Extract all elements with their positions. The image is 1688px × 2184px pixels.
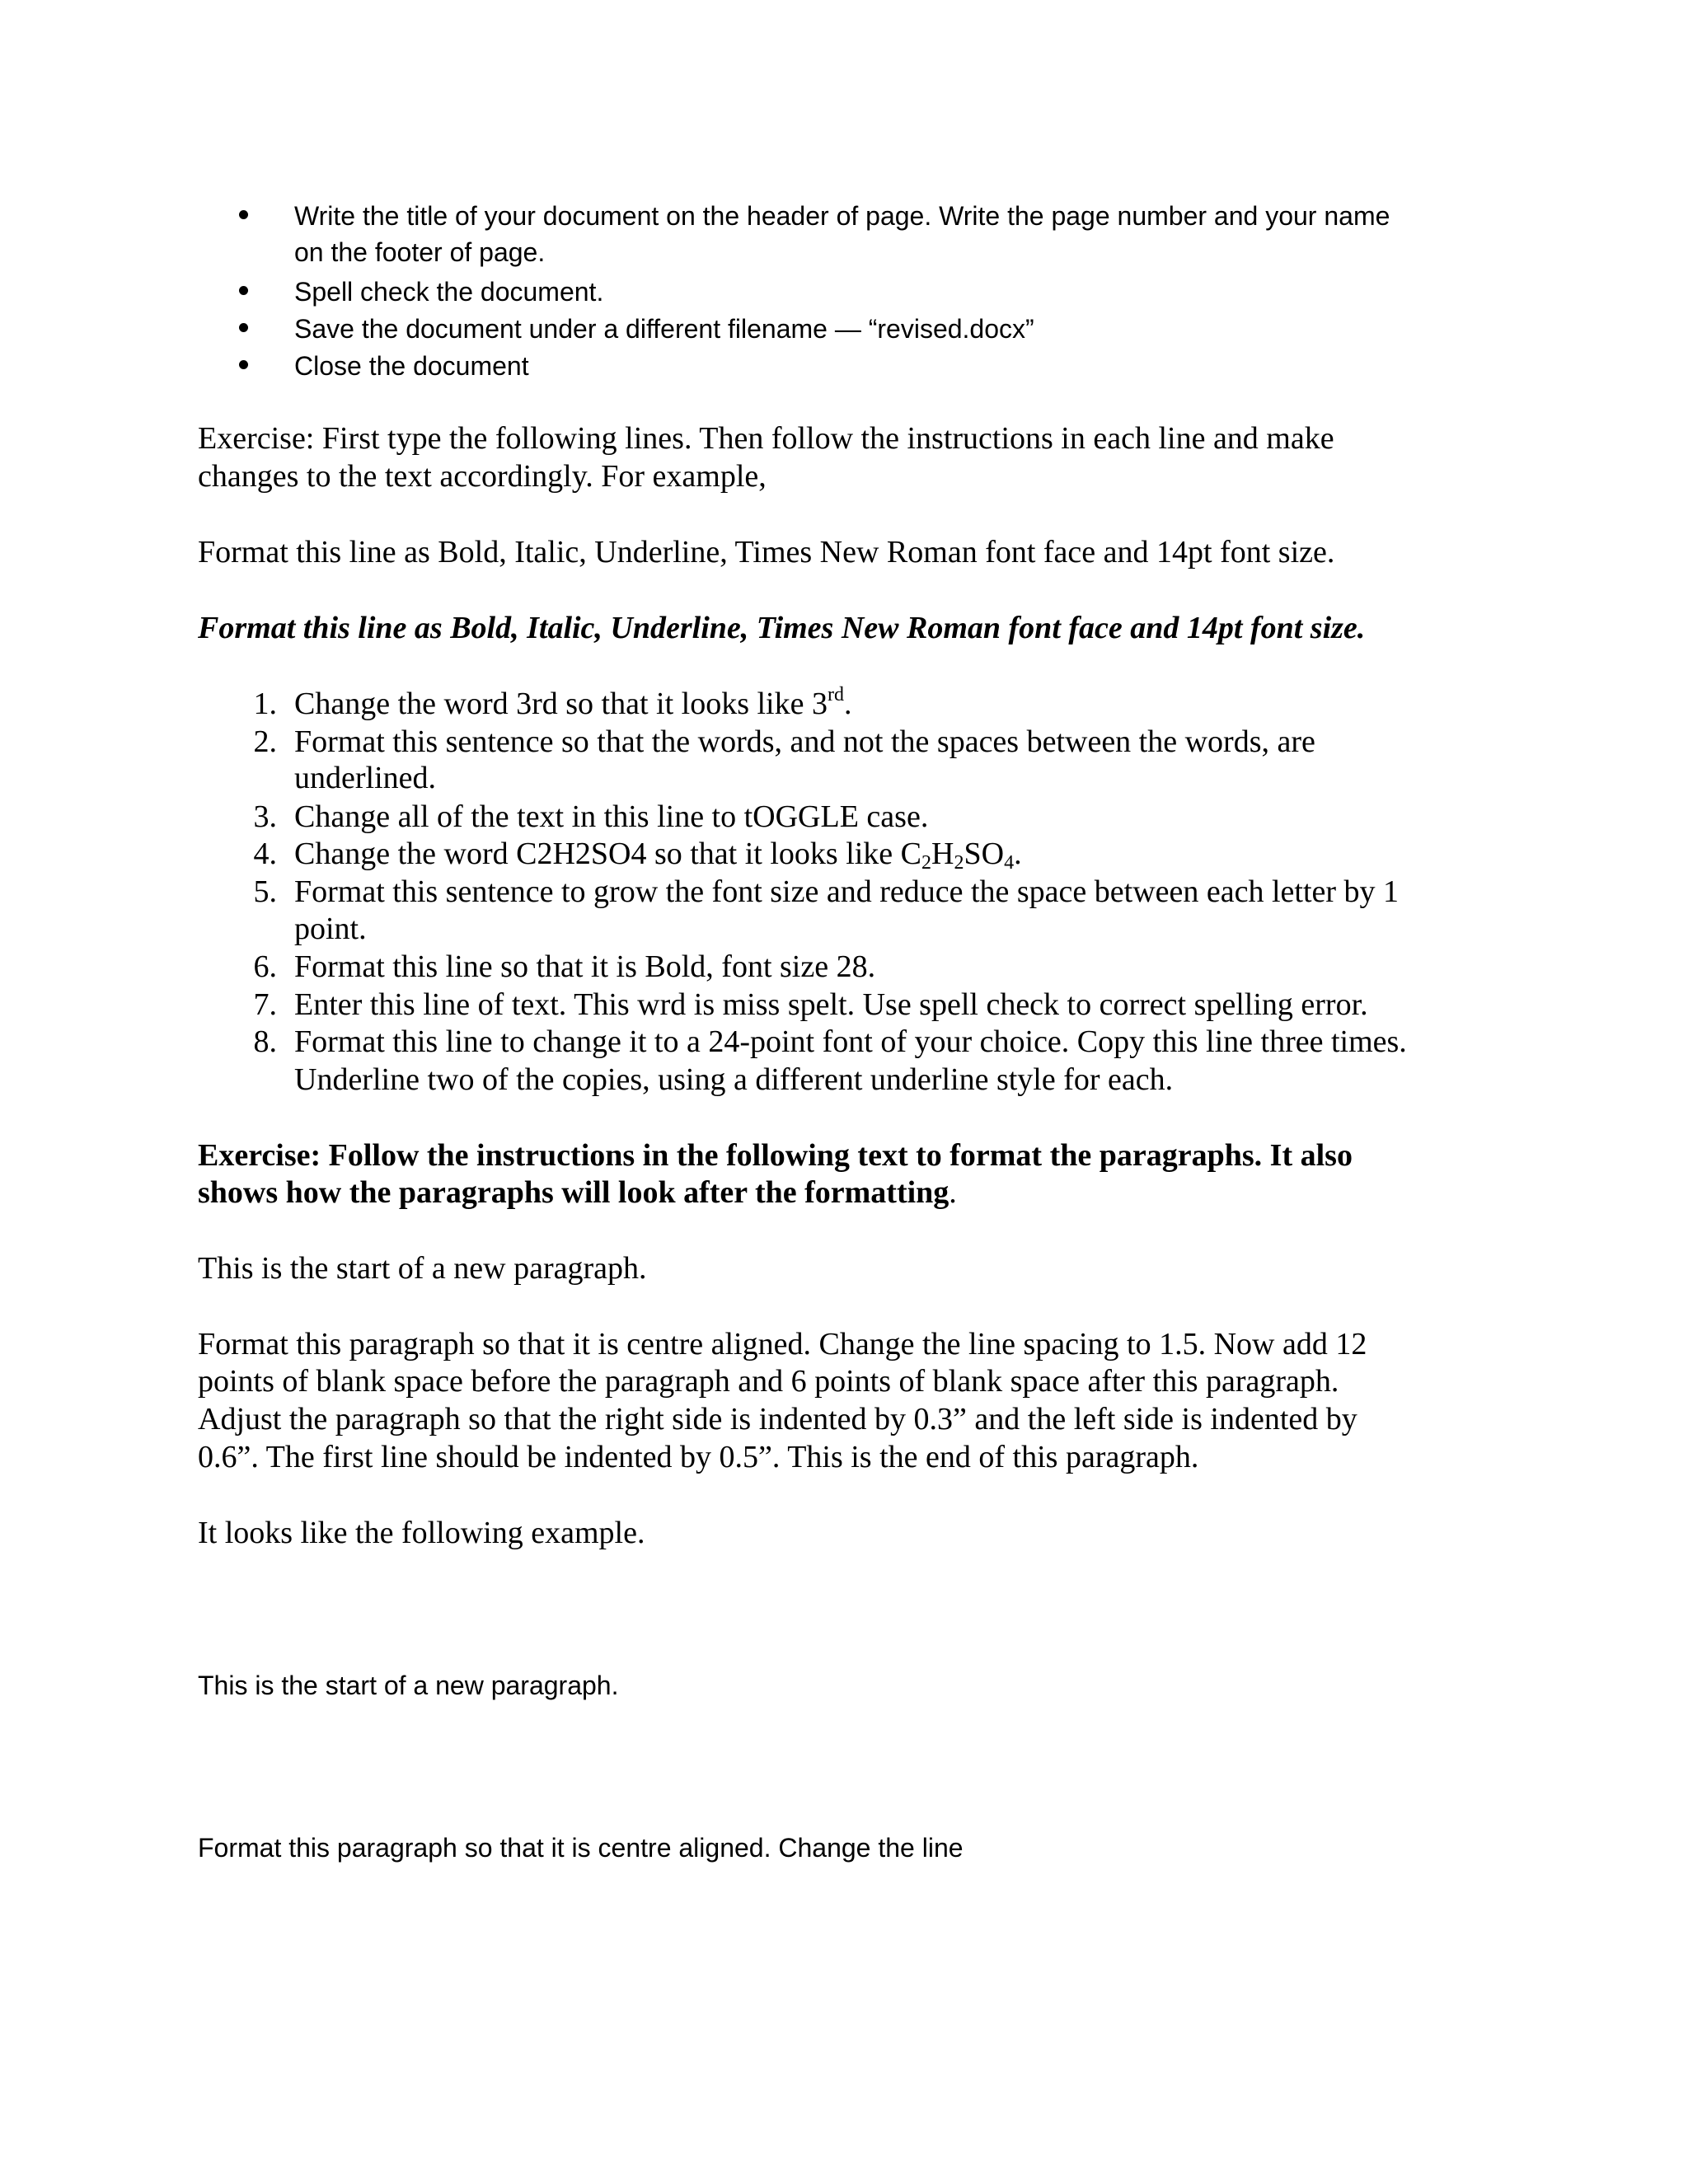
item-4-end: .: [1014, 837, 1022, 871]
example-formatted-line: Format this line as Bold, Italic, Underline, Times New Roman font face and 14pt font size.: [198, 611, 1366, 645]
list-item-6: Format this line so that it is Bold, font size 28.: [294, 949, 876, 984]
list-number: 4.: [253, 837, 277, 871]
item-1-end: .: [843, 687, 852, 721]
list-item-8-line-2: Underline two of the copies, using a different underline style for each.: [294, 1062, 1174, 1097]
list-number: 2.: [253, 724, 277, 759]
exercise-2-line-1: Exercise: Follow the instructions in the following text to format the paragraphs. It also: [198, 1138, 1353, 1173]
list-item-4: [294, 836, 1022, 873]
exercise-1-line-1: Exercise: First type the following lines. Then follow the instructions in each line and make: [198, 421, 1334, 456]
list-item-3: Change all of the text in this line to tOGGLE case.: [294, 799, 929, 834]
bullet-item-3: Save the document under a different filename — “revised.docx”: [294, 314, 1034, 344]
format-paragraph-line-1: Format this paragraph so that it is centre aligned. Change the line spacing to 1.5. Now add 12: [198, 1327, 1367, 1361]
item-4-subscript: 2: [954, 852, 964, 874]
format-paragraph-line-2: points of blank space before the paragraph and 6 points of blank space after this paragraph.: [198, 1364, 1339, 1399]
list-number: 7.: [253, 987, 277, 1022]
bullet-dot-icon: [239, 210, 248, 219]
list-number: 8.: [253, 1024, 277, 1059]
bullet-item-1-line-2: on the footer of page.: [294, 237, 546, 267]
item-4-subscript: 4: [1004, 852, 1015, 874]
list-number: 5.: [253, 874, 277, 909]
exercise-2-line-2: [198, 1174, 957, 1212]
bullet-item-1-line-1: Write the title of your document on the header of page. Write the page number and your name: [294, 201, 1390, 231]
list-item-1: [294, 686, 851, 723]
list-item-2-line-1: Format this sentence so that the words, and not the spaces between the words, are: [294, 724, 1315, 759]
format-paragraph-line-3: Adjust the paragraph so that the right side is indented by 0.3” and the left side is indented by: [198, 1402, 1357, 1436]
item-4-subscript: 2: [921, 852, 932, 874]
list-item-8-line-1: Format this line to change it to a 24-point font of your choice. Copy this line three times.: [294, 1024, 1407, 1059]
item-1-text: Change the word 3rd so that it looks like 3: [294, 687, 828, 721]
list-item-5-line-1: Format this sentence to grow the font size and reduce the space between each letter by 1: [294, 874, 1400, 909]
item-4-text: Change the word C2H2SO4 so that it looks like C: [294, 837, 922, 871]
looks-like-line: It looks like the following example.: [198, 1516, 645, 1550]
item-4-mid: H: [931, 837, 954, 871]
list-item-5-line-2: point.: [294, 912, 367, 946]
example-plain-line: Format this line as Bold, Italic, Underline, Times New Roman font face and 14pt font size.: [198, 535, 1335, 569]
list-item-7: Enter this line of text. This wrd is miss spelt. Use spell check to correct spelling error.: [294, 987, 1368, 1022]
item-1-superscript: rd: [827, 684, 844, 705]
bullet-item-4: Close the document: [294, 351, 529, 381]
bullet-dot-icon: [239, 286, 248, 295]
bullet-dot-icon: [239, 323, 248, 332]
format-paragraph-line-4: 0.6”. The first line should be indented by 0.5”. This is the end of this paragraph.: [198, 1440, 1199, 1474]
list-number: 3.: [253, 799, 277, 834]
exercise-2-line-2-end: .: [949, 1175, 957, 1210]
list-number: 6.: [253, 949, 277, 984]
exercise-1-line-2: changes to the text accordingly. For example,: [198, 459, 767, 494]
paragraph-start: This is the start of a new paragraph.: [198, 1251, 647, 1286]
example-start-paragraph: This is the start of a new paragraph.: [198, 1671, 619, 1700]
item-4-mid: SO: [964, 837, 1005, 871]
bullet-dot-icon: [239, 360, 248, 369]
example-format-paragraph: Format this paragraph so that it is centre aligned. Change the line: [198, 1833, 964, 1863]
exercise-2-line-2-text: shows how the paragraphs will look after the formatting: [198, 1175, 950, 1210]
list-number: 1.: [253, 687, 277, 721]
list-item-2-line-2: underlined.: [294, 761, 437, 795]
bullet-item-2: Spell check the document.: [294, 277, 604, 307]
